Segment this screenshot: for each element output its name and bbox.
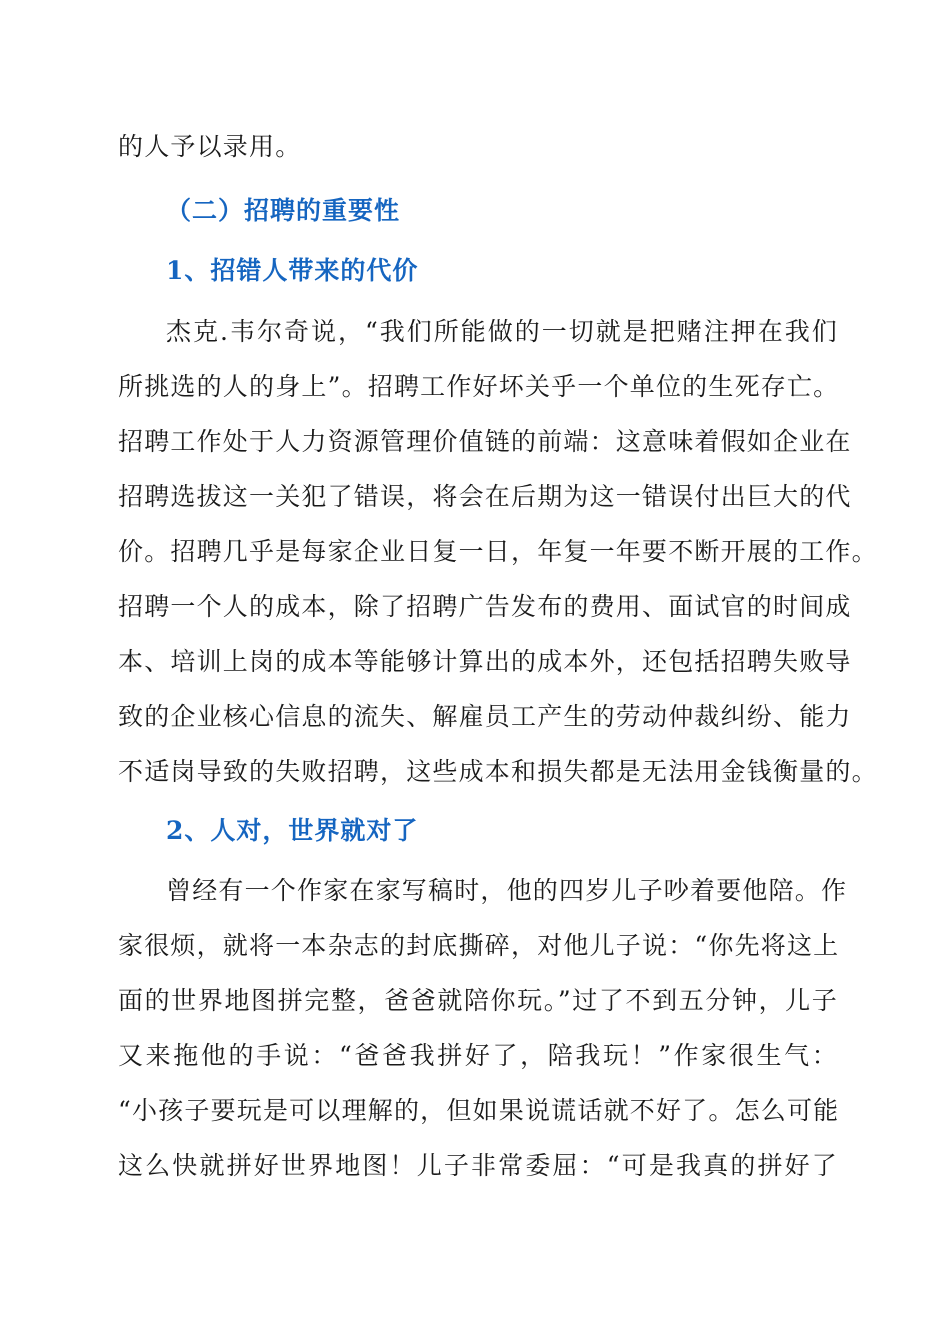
paragraph-line: 又来拖他的手说：“爸爸我拼好了，陪我玩！”作家很生气： [118,1041,838,1070]
subsection-heading: 1、招错人带来的代价 [166,256,419,285]
paragraph-line: 家很烦，就将一本杂志的封底撕碎，对他儿子说：“你先将这上 [118,931,840,960]
paragraph-line: 面的世界地图拼完整，爸爸就陪你玩。”过了不到五分钟，儿子 [118,986,838,1015]
paragraph-line: “小孩子要玩是可以理解的，但如果说谎话就不好了。怎么可能 [118,1096,840,1125]
paragraph-line: 曾经有一个作家在家写稿时，他的四岁儿子吵着要他陪。作 [166,876,848,905]
paragraph-line: 招聘工作处于人力资源管理价值链的前端：这意味着假如企业在 [118,427,852,456]
paragraph-line: 杰克.韦尔奇说，“我们所能做的一切就是把赌注押在我们 [166,317,838,346]
paragraph-line: 这么快就拼好世界地图！儿子非常委屈：“可是我真的拼好了 [118,1151,838,1180]
paragraph-line: 的人予以录用。 [118,132,302,161]
paragraph-line: 本、培训上岗的成本等能够计算出的成本外，还包括招聘失败导 [118,647,852,676]
paragraph-line: 招聘选拔这一关犯了错误，将会在后期为这一错误付出巨大的代 [118,482,852,511]
subsection-heading: 2、人对，世界就对了 [166,816,419,845]
paragraph-line: 所挑选的人的身上”。招聘工作好坏关乎一个单位的生死存亡。 [118,372,840,401]
paragraph-line: 不适岗导致的失败招聘，这些成本和损失都是无法用金钱衡量的。 [118,757,878,786]
paragraph-line: 价。招聘几乎是每家企业日复一日，年复一年要不断开展的工作。 [118,537,878,566]
section-heading: （二）招聘的重要性 [166,196,401,225]
paragraph-line: 致的企业核心信息的流失、解雇员工产生的劳动仲裁纠纷、能力 [118,702,852,731]
paragraph-line: 招聘一个人的成本，除了招聘广告发布的费用、面试官的时间成 [118,592,852,621]
